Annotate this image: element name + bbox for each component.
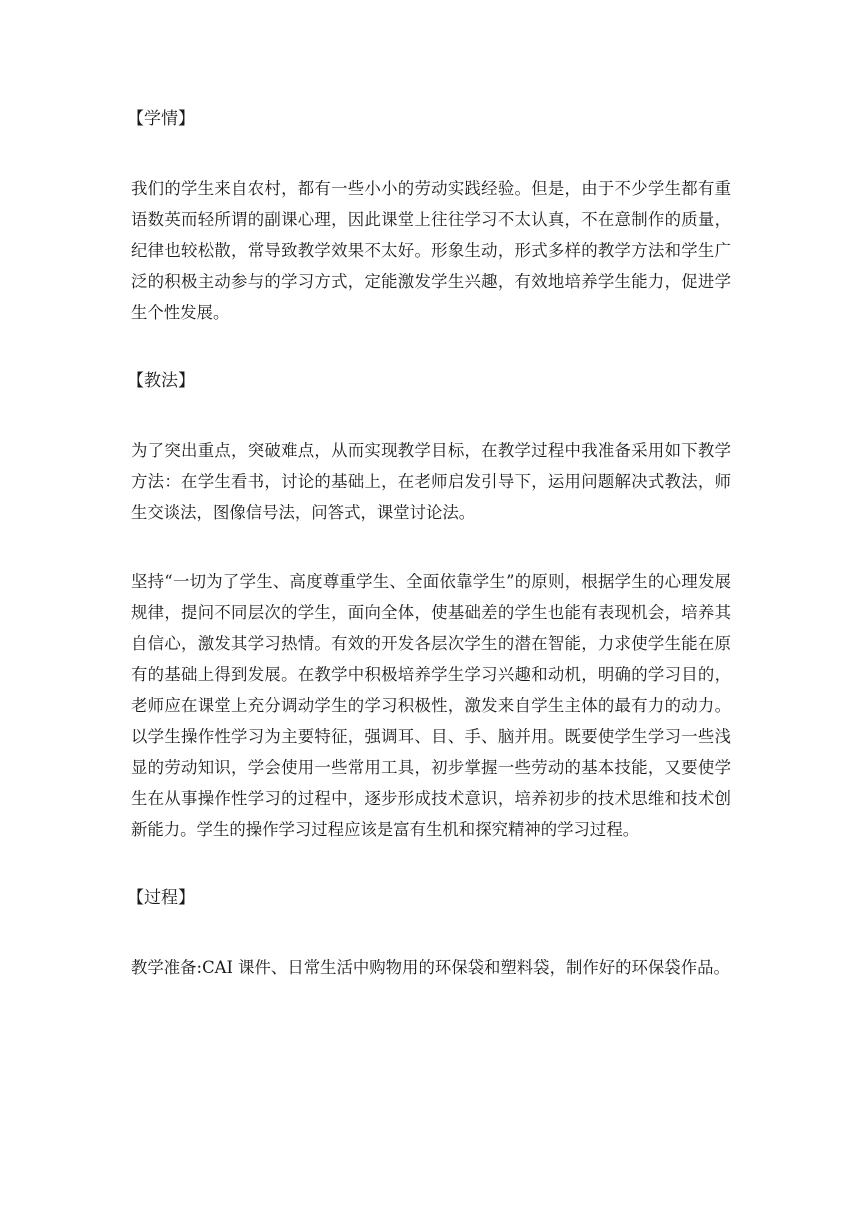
section-student-situation — [127, 104, 731, 366]
section-heading: 【学情】 — [127, 109, 195, 129]
paragraph: 我们的学生来自农村，都有一些小小的劳动实践经验。但是，由于不少学生都有重语数英而轻所谓的副课心理，因此课堂上往往学习不太认真，不在意制作的质量，纪律也较松散，常导致教学效果不太好。形象生动，形式多样的教学方法和学生广泛的积极主动参与的学习方式，定能激发学生兴趣，有效地培养学生能力，促进学生个性发展。 — [131, 179, 731, 322]
document-page — [127, 104, 731, 983]
paragraph: 教学准备:CAI 课件、日常生活中购物用的环保袋和塑料袋，制作好的环保袋作品。 — [131, 958, 730, 977]
section-heading: 【过程】 — [127, 888, 195, 908]
paragraph: 坚持“一切为了学生、高度尊重学生、全面依靠学生”的原则，根据学生的心理发展规律，提问不同层次的学生，面向全体，使基础差的学生也能有表现机会，培养其自信心，激发其学习热情。有效的开发各层次学生的潜在智能，力求使学生能在原有的基础上得到发展。在教学中积极培养学生学习兴趣和动机，明确的学习目的，老师应在课堂上充分调动学生的学习积极性，激发来自学生主体的最有力的动力。以学生操作性学习为主要特征，强调耳、目、手、脑并用。既要使学生学习一些浅显的劳动知识，学会使用一些常用工具，初步掌握一些劳动的基本技能，又要使学生在从事操作性学习的过程中，逐步形成技术意识，培养初步的技术思维和技术创新能力。学生的操作学习过程应该是富有生机和探究精神的学习过程。 — [131, 572, 731, 839]
section-process — [127, 883, 731, 983]
section-teaching-method — [127, 366, 731, 883]
section-heading: 【教法】 — [127, 371, 195, 391]
paragraph: 为了突出重点，突破难点，从而实现教学目标，在教学过程中我准备采用如下教学方法：在学生看书，讨论的基础上，在老师启发引导下，运用问题解决式教法，师生交谈法，图像信号法，问答式，课堂讨论法。 — [131, 441, 731, 522]
